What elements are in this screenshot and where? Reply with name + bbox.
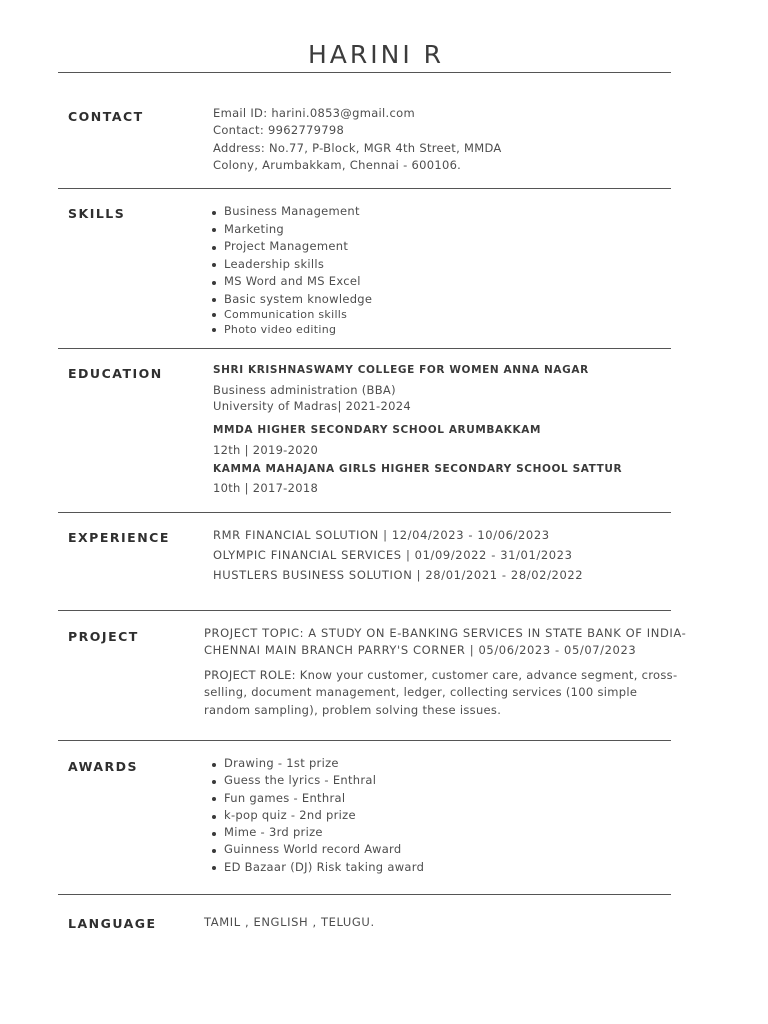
- education-heading: EDUCATION: [68, 366, 163, 381]
- award-item: Drawing - 1st prize: [212, 756, 424, 773]
- skill-item: Communication skills: [212, 308, 372, 323]
- experience-item: OLYMPIC FINANCIAL SERVICES | 01/09/2022 - 31/01/2023: [213, 548, 573, 562]
- language-value: TAMIL , ENGLISH , TELUGU.: [204, 915, 375, 929]
- contact-address-line2: Colony, Arumbakkam, Chennai - 600106.: [213, 158, 462, 172]
- resume-name: HARINI R: [307, 40, 445, 69]
- project-heading: PROJECT: [68, 629, 139, 644]
- awards-list: [212, 756, 424, 877]
- divider: [58, 512, 671, 513]
- experience-item: RMR FINANCIAL SOLUTION | 12/04/2023 - 10/06/2023: [213, 528, 550, 542]
- education-school2-detail: 10th | 2017-2018: [213, 481, 319, 495]
- divider: [58, 740, 671, 741]
- education-school1: MMDA HIGHER SECONDARY SCHOOL ARUMBAKKAM: [213, 424, 541, 436]
- award-item: Fun games - Enthral: [212, 791, 424, 808]
- skills-heading: SKILLS: [68, 206, 126, 221]
- project-role-line3: random sampling), problem solving these issues.: [204, 703, 502, 717]
- project-topic-line1: PROJECT TOPIC: A STUDY ON E-BANKING SERVICES IN STATE BANK OF INDIA-: [204, 626, 687, 640]
- project-topic-line2: CHENNAI MAIN BRANCH PARRY'S CORNER | 05/06/2023 - 05/07/2023: [204, 643, 637, 657]
- skills-list: [212, 204, 372, 338]
- skill-item: Marketing: [212, 222, 372, 240]
- awards-heading: AWARDS: [68, 759, 139, 774]
- project-role-line1: PROJECT ROLE: Know your customer, customer care, advance segment, cross-: [204, 668, 678, 682]
- experience-item: HUSTLERS BUSINESS SOLUTION | 28/01/2021 - 28/02/2022: [213, 568, 584, 582]
- divider: [58, 894, 671, 895]
- divider: [58, 188, 671, 189]
- award-item: Guinness World record Award: [212, 842, 424, 859]
- experience-heading: EXPERIENCE: [68, 530, 170, 545]
- award-item: Mime - 3rd prize: [212, 825, 424, 842]
- contact-address-line1: Address: No.77, P-Block, MGR 4th Street, MMDA: [213, 141, 502, 155]
- divider: [58, 610, 671, 611]
- award-item: k-pop quiz - 2nd prize: [212, 808, 424, 825]
- education-college: SHRI KRISHNASWAMY COLLEGE FOR WOMEN ANNA NAGAR: [213, 364, 589, 376]
- divider: [58, 348, 671, 349]
- skill-item: Photo video editing: [212, 323, 372, 338]
- education-school2: KAMMA MAHAJANA GIRLS HIGHER SECONDARY SCHOOL SATTUR: [213, 463, 623, 475]
- skill-item: Leadership skills: [212, 257, 372, 275]
- education-university: University of Madras| 2021-2024: [213, 399, 411, 413]
- divider: [58, 72, 671, 73]
- language-heading: LANGUAGE: [68, 916, 157, 931]
- contact-phone: Contact: 9962779798: [213, 123, 345, 137]
- skill-item: Project Management: [212, 239, 372, 257]
- skill-item: Basic system knowledge: [212, 292, 372, 308]
- project-role-line2: selling, document management, ledger, collecting services (100 simple: [204, 685, 638, 699]
- contact-email: Email ID: harini.0853@gmail.com: [213, 106, 415, 120]
- education-degree: Business administration (BBA): [213, 383, 396, 397]
- contact-heading: CONTACT: [68, 109, 144, 124]
- award-item: Guess the lyrics - Enthral: [212, 773, 424, 790]
- skill-item: MS Word and MS Excel: [212, 274, 372, 292]
- award-item: ED Bazaar (DJ) Risk taking award: [212, 860, 424, 877]
- education-school1-detail: 12th | 2019-2020: [213, 443, 319, 457]
- skill-item: Business Management: [212, 204, 372, 222]
